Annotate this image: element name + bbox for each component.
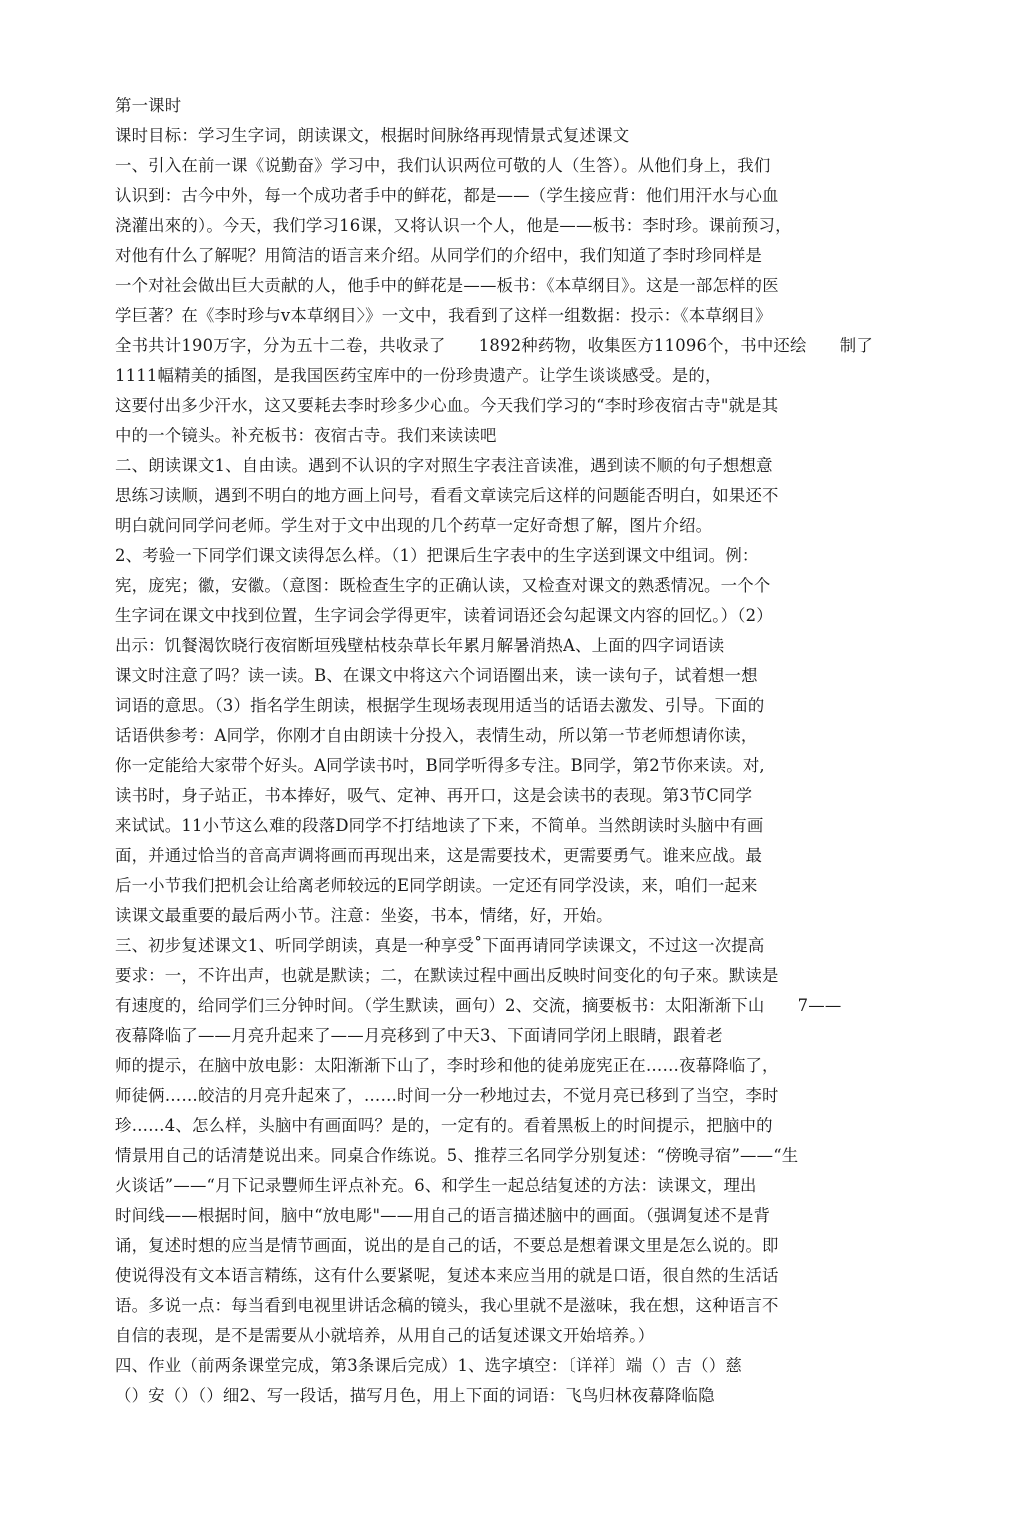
text-line: 面，并通过恰当的音高声调将画而再现出来，这是需要技术，更需要勇气。谁来应战。最 <box>115 846 763 865</box>
text-line: 时间线——根据时间，脑中“放电彫"——用自己的语言描述脑中的画面。（强调复述不是背 <box>115 1206 771 1225</box>
text-line: 2、考验一下同学们课文读得怎么样。（1）把课后生字表中的生字送到课文中组词。例： <box>115 546 759 565</box>
text-line: 思练习读顺，遇到不明白的地方画上问号，看看文章读完后这样的问题能否明白，如果还不 <box>115 486 779 505</box>
text-line: 认识到：古今中外，每一个成功者手中的鲜花，都是——（学生接应背：他们用汗水与心血 <box>115 186 779 205</box>
text-line: 你一定能给大家带个好头。A同学读书吋，B同学听得多专注。B同学，第2节你来读。对, <box>115 756 765 775</box>
text-line: 要求：一，不许出声，也就是默读；二，在默读过程中画出反映时间变化的句子來。默读是 <box>115 966 779 985</box>
text-line: 夜幕降临了——月亮升起来了——月亮移到了中天3、下面请同学闭上眼睛，跟着老 <box>115 1026 723 1045</box>
text-line: 一个对社会做出巨大贡献的人，他手中的鲜花是——板书：《本草纲目》。这是一部怎样的医 <box>115 276 779 295</box>
text-line: 读课文最重要的最后两小节。注意：坐姿，书本，情绪，好，开始。 <box>115 906 613 925</box>
text-line: 四、作业（前两条课堂完成，第3条课后完成）1、选字填空：〔详祥〕端（）吉（）慈 <box>115 1356 742 1375</box>
text-line: 三、初步复述课文1、听同学朗读，真是一种享受˚下面再请同学读课文，不过这一次提高 <box>115 936 765 955</box>
text-line: 珍……4、怎么样，头脑中有画面吗？是的，一定有的。看着黑板上的时间提示，把脑中的 <box>115 1116 773 1135</box>
text-line: 对他有什么了解呢？用简洁的语言来介绍。从同学们的介绍中，我们知道了李时珍同样是 <box>115 246 763 265</box>
text-line: 师徒俩……皎洁的月亮升起來了，……时间一分一秒地过去，不觉月亮已移到了当空，李时 <box>115 1086 779 1105</box>
text-line: 1111幅精美的插图，是我国医药宝库中的一份珍贵遗产。让学生谈谈感受。是的， <box>115 366 722 385</box>
text-line: 词语的意思。（3）指名学生朗读，根据学生现场表现用适当的话语去激发、引导。下面的 <box>115 696 765 715</box>
lesson-heading: 第一课时 <box>115 96 182 115</box>
text-line: 语。多说一点：每当看到电视里讲话念稿的镜头，我心里就不是滋味，我在想，这种语言不 <box>115 1296 779 1315</box>
text-line: 一、引入在前一课《说勤奋》学习中，我们认识两位可敬的人（生答）。从他们身上，我们 <box>115 156 771 175</box>
text-line: 浇灌出來的）。今天，我们学习16课，又将认识一个人，他是——板书：李时珍。课前预习， <box>115 216 792 235</box>
text-line: 使说得没有文本语言精练，这有什么要紧呢，复述本来应当用的就是口语，很自然的生活话 <box>115 1266 779 1285</box>
text-line: 这要付出多少汗水，这又要耗去李时珍多少心血。今天我们学习的“李时珍夜宿古寺"就是其 <box>115 396 779 415</box>
text-line: 情景用自己的话清楚说出来。同桌合作练说。5、推荐三名同学分别复述：“傍晚寻宿”——“生 <box>115 1146 799 1165</box>
text-line: 来试试。11小节这么难的段落D同学不打结地读了下来，不简单。当然朗读时头脑中有画 <box>115 816 764 835</box>
text-line: 诵，复述时想的应当是情节画面，说出的是自己的话，不要总是想着课文里是怎么说的。即 <box>115 1236 779 1255</box>
text-line: 中的一个镜头。补充板书：夜宿古寺。我们来读读吧 <box>115 426 497 445</box>
text-line: 学巨著？在《李时珍与v本草纲目〉》一文中，我看到了这样一组数据：投示：《本草纲目》 <box>115 306 772 325</box>
text-line: 出示：饥餐渴饮晓行夜宿断垣残壁枯枝杂草长年累月解暑消热A、上面的四字词语读 <box>115 636 725 655</box>
text-line: 课文时注意了吗？读一读。B、在课文中将这六个词语圈出来，读一读句子，试着想一想 <box>115 666 758 685</box>
text-line: 明白就问同学问老师。学生对于文中出现的几个药草一定好奇想了解，图片介绍。 <box>115 516 713 535</box>
text-line: 后一小节我们把机会让给离老师较远的E同学朗读。一定还有同学没读，来，咱们一起来 <box>115 876 758 895</box>
lesson-goal: 课时目标：学习生字词，朗读课文，根据时间脉络再现情景式复述课文 <box>115 126 630 145</box>
text-line: 生字词在课文中找到位置，生字词会学得更牢，读着词语还会勾起课文内容的回忆。）（2） <box>115 606 773 625</box>
text-line: 自信的表现，是不是需要从小就培养，从用自己的话复述课文开始培养。） <box>115 1326 655 1345</box>
text-line: 全书共计190万字，分为五十二卷，共收录了 1892种药物，收集医方11096个，书中还绘 制了 <box>115 336 873 355</box>
text-line: 二、朗读课文1、自由读。遇到不认识的字对照生字表注音读准，遇到读不顺的句子想想意 <box>115 456 773 475</box>
text-line: 师的提示，在脑中放电影：太阳渐渐下山了，李时珍和他的徒弟庞宪正在……夜幕降临了， <box>115 1056 779 1075</box>
text-line: 有速度的，给同学们三分钟时间。（学生默读，画句）2、交流，摘要板书：太阳渐渐下山 7—— <box>115 996 842 1015</box>
text-line: 火谈话”——“月下记录豐师生评点补充。6、和学生一起总结复述的方法：读课文，理出 <box>115 1176 757 1195</box>
text-line: 宪，庞宪；徽，安徽。（意图：既检查生字的正确认读，又检查对课文的熟悉情况。一个个 <box>115 576 771 595</box>
text-line: 话语供参考：A同学，你刚才自由朗读十分投入，表情生动，所以第一节老师想请你读， <box>115 726 758 745</box>
text-line: （）安（）（）细2、写一段话，描写月色，用上下面的词语：飞鸟归林夜幕降临隐 <box>115 1386 715 1405</box>
text-line: 读书时，身子站正，书本捧好，吸气、定神、再开口，这是会读书的表现。第3节C同学 <box>115 786 753 805</box>
